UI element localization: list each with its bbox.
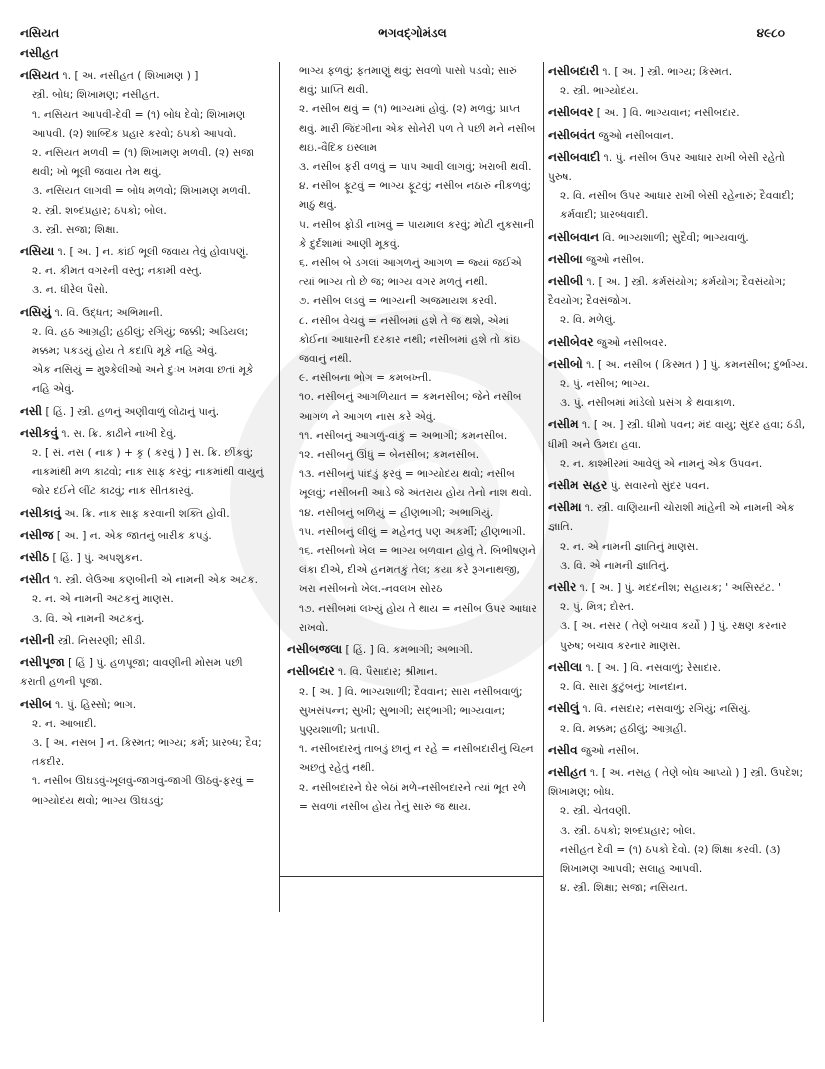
dictionary-entry [20,424,268,502]
headword: નસીઠ [20,550,50,565]
definition-line [287,388,537,426]
definition-line [548,578,810,598]
definition-text: ૧. [ અ. ] સ્ત્રી. કર્મસંયોગ; કર્મયોગ; દૈવસંયોગ; દૈવયોગ; દૈવસંજોગ. [548,276,786,308]
definition-line [287,523,537,542]
definition-text: ૨. સ્ત્રી. શબ્દપ્રહાર; ઠપકો; બોલ. [32,204,167,217]
page-header [0,26,825,46]
dictionary-entry [548,355,810,414]
definition-text: ૩. [ અ. નસબ ] ન. કિસ્મત; ભાગ્ય; કર્મ; પ્રારબ્ધ; દૈવ; તકદીર. [32,736,262,769]
definition-line [548,658,810,678]
definition-line [287,254,537,292]
definition-text: ૨. [ અ. ] વિ. ભાગ્યશાળી; દૈવવાન; સારા નસીબવાળું; સુખસંપન્ન; સુખી; સુભાગી; સદ્ભાગી; ભાગ્યવાન; પુણ્યશાળી; પ્રતાપી. [299,685,523,736]
definition-text: [ અ. ] વિ. ભાગ્યવાન; નસીબદાર. [596,107,740,120]
headword: નસીબો [548,356,583,371]
dictionary-entry [20,504,268,524]
definition-line [548,763,810,802]
definition-line [20,715,268,734]
definition-text: ૧૬. નસીબનો ખેલ = ભાગ્ય બળવાન હોવું તે. બિભીષણને લંકા દીએ, દીએ હનમતકું તેલ; કયા કરે રૂગનાથજી, ખરા નસીબનો ખેલ.-નવલખ સોરઠ [299,545,536,596]
headword: નસીપૂજા [20,655,65,670]
definition-text: ૨. વિ. મક્કમ; હઠીલું; આગ્રહી. [560,722,687,735]
definition-line [20,242,268,262]
definition-text: ૩. સ્ત્રી. સજા; શિક્ષા. [32,223,119,236]
definition-line [548,375,810,394]
definition-line [548,82,810,101]
definition-text: ૪. સ્ત્રી. શિક્ષા; સજા; નસિયત. [560,882,688,895]
definition-line [20,262,268,281]
definition-text: ૧૨. નસીબનું ઊંધું = બેનસીબ; કમનસીબ. [299,449,480,462]
dictionary-entry [548,126,810,146]
definition-text: વિ. ભાગ્યશાળી; સુદૈવી; ભાગ્યવાળું. [602,231,749,244]
definition-text: ૧. વિ. ઉદ્ધત; અભિમાની. [54,306,163,319]
definition-text: ૧૦. નસીબનું આગળિયાત = કમનસીબ; જેને નસીબ આગળ ને આગળ નાસ કરે એવું. [299,391,522,423]
definition-line [20,303,268,323]
definition-text: ૨. વિ. હઠ આગ્રહી; હઠીલું; રગિયું; જક્કી; અડિયલ; મક્કમ; પકડયું હોય તે કદાપિ મૂકે નહિ એવું. [32,325,249,358]
definition-line [287,600,537,638]
definition-text: ૨. પું. નસીબ; ભાગ્ય. [560,378,650,391]
definition-text: ૧. વિ. નસદાર; નસવાળું; રગિયું; નસિયું. [582,703,751,716]
definition-line [548,126,810,146]
definition-line [20,281,268,300]
dictionary-entry [548,578,810,656]
dictionary-entry [548,333,810,353]
definition-line [20,444,268,502]
headword: નસી [20,403,43,418]
headword: નસીની [20,632,55,647]
definition-line [548,250,810,270]
headword: નસીલું [548,701,580,716]
headword: નસિયત [20,68,60,83]
definition-text: પું. સવારનો સુંદર પવન. [610,480,710,493]
definition-line [287,158,537,177]
definition-line [20,424,268,444]
definition-text: ૧. [ અ. નસીહત ( શિખામણ ) ] [62,70,199,83]
definition-line [548,272,810,311]
definition-text: ૨. વિ. નસીબ ઉપર આધાર રાખી બેસી રહેનારું; દૈવવાદી; કર્મવાદી; પ્રારબ્ધવાદી. [560,190,795,222]
definition-line [548,187,810,225]
definition-line [548,394,810,413]
definition-text: [ હિં. ] સ્ત્રી. હળનું અણીવાળું લોઢાનું પાનું. [45,405,220,418]
definition-line [20,66,268,86]
definition-line [287,62,537,100]
dictionary-entry [548,250,810,270]
definition-text: ૧. સ. ક્રિ. કાઢીને નાખી દેવું. [61,427,177,440]
dictionary-entry [20,631,268,651]
dictionary-entry [20,402,268,422]
definition-text: ૩. વિ. એ નામની અટકનું. [32,612,145,625]
definition-text: [ હિં. ] પું. અપશુકન. [52,552,143,565]
definition-line [287,683,537,741]
definition-line [20,402,268,422]
definition-text: ૩. ન. ધીરેલ પૈસો. [32,284,109,297]
column-middle [287,62,537,819]
definition-line [20,570,268,590]
definition-line [548,476,810,496]
definition-text: જુઓ નસીબ. [586,253,645,266]
headword: નસીબદાર [287,664,335,679]
dictionary-entry [548,272,810,331]
definition-text: ૨. નસીબદારને ઘેર બેઠાં મળે-નસીબદારને ત્યાં ભૂત રળે = સવળાં નસીબ હોય તેનું સારું જ થાય. [299,781,527,813]
definition-text: ૨. પું. મિત્ર; દોસ્ત. [560,601,635,614]
definition-line [287,465,537,503]
definition-line [548,822,810,841]
definition-line [20,548,268,568]
definition-line [548,678,810,697]
definition-line [287,542,537,600]
definition-text: [ અ. ] ન. એક જાતનું બારીક કપડું. [56,529,212,542]
dictionary-entry [287,662,537,817]
dictionary-entry [20,653,268,692]
definition-line [20,202,268,221]
definition-text: ૧૪. નસીબનું બળિયું = હીણભાગી; અભાગિયું. [299,506,494,519]
section-divider [279,876,543,877]
definition-text: નસીહત દેવી = (૧) ઠપકો દેવો. (૨) શિક્ષા કરવી. (૩) શિખામણ આપવી; સલાહ આપવી. [560,843,781,875]
definition-text: સ્ત્રી. નિસરણી; સીડી. [57,634,146,647]
dictionary-entry [548,699,810,738]
definition-text: ૧. નસીબદારનું તાબડું છાનું ન રહે = નસીબદારીનું ચિહ્ન અછતું રહેતું નથી. [299,743,534,775]
headword: નસીબેવર [548,334,594,349]
definition-text: ૭. નસીબ લડવું = ભાગ્યની અજમાયશ કરવી. [299,295,498,308]
definition-text: ૧. [ અ. ] પું. મદદનીશ; સહાયક; ' અસિસ્ટંટ. ' [579,582,781,595]
headword: નસીબજલા [287,642,343,657]
dictionary-entry [20,303,268,400]
definition-text: ૧. [ અ. ] ન. કાંઈ ભૂલી જવાય તેવું હોવાપણું. [57,246,249,259]
definition-line [20,695,268,715]
definition-text: ૨. ન. કીમત વગરની વસ્તુ; નકામી વસ્તુ. [32,265,202,278]
definition-line [20,504,268,524]
headword: નસીકવું [20,425,59,440]
definition-line [548,228,810,248]
definition-line [287,640,537,660]
definition-line [20,631,268,651]
column-divider [279,62,280,912]
definition-text: ૧૫. નસીબનું લીલું = મહેનતુ પણ અકર્મી; હીણભાગી. [299,525,526,538]
definition-text: ૩. [ અ. નસર ( તેણે બચાવ કર્યો ) ] પું. રક્ષણ કરનાર પુરુષ; બચાવ કરનાર માણસ. [560,620,787,652]
definition-text: ૧. નસીબ ઊઘડવું-ખૂલવું-જાગવું-જાગી ઊઠવું-ફરવું = ભાગ્યોદય થવો; ભાગ્ય ઊઘડવું; [32,775,255,807]
definition-text: ૫. નસીબ ફોડી નાખવું = પાયમાલ કરવું; મોટી નુકસાની કે દુર્દશામાં આણી મૂકવું. [299,218,535,250]
dictionary-entry [548,62,810,101]
definition-text: ૨. [ સં. નસ ( નાક ) + કૃ ( કરવું ) ] સ. ક્રિ. છીંકવું; નાકમાંથી મળ કાઢવો; નાક સાફ કરવું; નાકમાંથી વાયુનું જોર દઈને લીંટ કાઢવું; નાક સીતકારવું. [32,447,264,498]
definition-line [287,446,537,465]
dictionary-entry [20,695,268,811]
headword: નસીવ [548,742,578,757]
definition-line [20,221,268,240]
headword: નસીબ [20,696,52,711]
definition-text: [ હિં ] પું. હળપૂજા; વાવણીની મોસમ પછી કરાતી હળની પૂજા. [20,657,243,689]
definition-line [20,144,268,182]
definition-line [287,292,537,311]
headword: નસીકાવું [20,505,61,520]
headword: નસિયા [20,244,55,259]
definition-line [548,879,810,898]
page-number: ૪૯૮૦ [756,26,785,40]
definition-text: અ. ક્રિ. નાક સાફ કરવાની શક્તિ હોવી. [64,507,230,520]
definition-line [20,653,268,692]
definition-text: ૩. નસિયત લાગવી = બોધ મળવો; શિખામણ મળવી. [32,185,251,198]
definition-line [20,361,268,399]
headword: નસીહત [20,46,59,60]
definition-line [548,498,810,537]
definition-line [20,526,268,546]
headword: નસીમ [548,417,579,432]
definition-text: જુઓ નસીબવાન. [598,129,674,142]
definition-text: ૧. [ અ. ] વિ. નસવાળું; રેસાદાર. [585,661,721,674]
headword: નસીલા [548,659,583,674]
definition-text: ૧૭. નસીબમાં લખ્યું હોય તે થાય = નસીબ ઉપર આધાર રાખવો. [299,602,537,634]
definition-line [548,699,810,719]
definition-line [548,415,810,454]
definition-text: ૧. નસિયત આપવી-દેવી = (૧) બોધ દેવો; શિખામણ આપવી. (૨) શાબ્દિક પ્રહાર કરવો; ઠપકો આપવો. [32,108,246,140]
definition-text: ૩. વિ. એ નામની જ્ઞાતિનું. [560,559,670,572]
definition-line [548,333,810,353]
definition-text: ૩. સ્ત્રી. ઠપકો; શબ્દપ્રહાર; બોલ. [560,824,696,837]
definition-line [548,148,810,187]
headword: નસીબવંત [548,127,596,142]
definition-line [287,216,537,254]
definition-text: ૨. નસિયત મળવી = (૧) શિખામણ મળવી. (૨) સજા થવી; ખો ભૂલી જવાય તેમ થવું. [32,147,255,179]
definition-text: ૧૩. નસીબનું પાંદડું ફરવું = ભાગ્યોદય થવો; નસીબ ખૂલવું; નસીબની આડે જે અંતરાય હોય તેનો નાશ થવો. [299,468,532,500]
dictionary-entry [548,658,810,697]
definition-text: ૩. નસીબ ફરી વળવું = પાપ આવી લાગવું; ખરાબી થવી. [299,161,532,174]
definition-text: ૧૧. નસીબનું આગળું-વાંકું = અભાગી; કમનસીબ. [299,429,508,442]
dictionary-entry [20,526,268,546]
definition-text: ૯. નસીબના ભોગ = કમબખ્તી. [299,372,432,385]
definition-line [548,311,810,330]
headword: નસીજ [20,527,54,542]
definition-line [287,662,537,682]
headword: નસીર [548,580,577,595]
definition-text: ૨. ન. એ નામની જ્ઞાતિનું માણસ. [560,540,699,553]
definition-line [20,323,268,361]
definition-text: ૧. સ્ત્રી. વાણિયાની ચોરાશી માંહેની એ નામની એક જ્ઞાતિ. [548,502,795,534]
headword: નસીબવાન [548,229,600,244]
dictionary-entry [20,548,268,568]
definition-line [20,734,268,772]
headword: નસીબા [548,251,583,266]
definition-line [287,177,537,215]
definition-line [287,427,537,446]
dictionary-entry [548,741,810,761]
dictionary-entry [548,476,810,496]
headword: નસીત [20,572,51,587]
definition-line [548,62,810,82]
definition-line [287,504,537,523]
definition-text: ૧. સ્ત્રી. લેઉઆ કણબીની એ નામની એક અટક. [53,574,258,587]
column-right [548,62,810,900]
column-divider [543,62,544,1022]
definition-text: ૨. સ્ત્રી. ભાગ્યોદય. [560,85,639,98]
definition-text: જુઓ નસીબ. [580,744,640,757]
definition-text: ૧. પું. હિસ્સો; ભાગ. [55,698,137,711]
headword: નસીબવર [548,105,594,120]
definition-line [20,772,268,810]
definition-text: ભાગ્ય ફળવું; ફતમાણું થવું; સવળો પાસો પડવો; સારું થવું; પ્રાપ્તિ થવી. [299,65,517,97]
definition-text: ૧. [ અ. નસહ ( તેણે બોધ આપ્યો ) ] સ્ત્રી. ઉપદેશ; શિખામણ; બોધ. [548,766,804,799]
headword: નસીમ સહર [548,478,608,493]
definition-text: [ હિં. ] વિ. કમભાગી; અભાગી. [345,644,473,657]
dictionary-entry [20,242,268,301]
definition-text: ૧. પું. નસીબ ઉપર આધાર રાખી બેસી રહેતો પુરુષ. [548,151,785,184]
definition-text: ૨. નસીબ થવું = (૧) ભાગ્યમાં હોવું. (૨) મળવું; પ્રાપ્ત થવું. મારી જિંદગીના એક સોનેરી પળ તે પછી મને નસીબ થઇ.-વૈદિક ઇસ્લામ [299,103,536,154]
definition-text: ૬. નસીબ બે ડગલાં આગળનું આગળ = જ્યાં જઈએ ત્યાં ભાગ્ય તો છે જ; ભાગ્ય વગર મળતું નથી. [299,257,522,289]
headword: નસીહત [548,764,587,779]
definition-line [287,779,537,817]
headword: નસીબવાદી [548,149,601,164]
dictionary-entry [20,44,268,64]
definition-line [548,557,810,576]
dictionary-entry [548,415,810,474]
headword: નસીબદારી [548,64,600,78]
column-left [20,44,268,813]
definition-line [548,741,810,761]
definition-line [548,720,810,739]
definition-text: ૩. પું. નસીબમાં માંડેલો પ્રસંગ કે થવાકાળ. [560,397,736,410]
guideword: નસિયત [20,26,60,40]
definition-text: ૨. ન. આબાદી. [32,717,97,730]
definition-line [287,100,537,158]
definition-line [287,369,537,388]
definition-line [548,598,810,617]
definition-text: ૧. [ અ. ] સ્ત્રી. ધીમો પવન; મંદ વાયુ; સુંદર હવા; ઠંડી, ધીમી અને ઉમદા હવા. [548,419,806,451]
dictionary-entry [548,763,810,898]
headword: નસીમા [548,500,582,515]
definition-line [548,455,810,474]
definition-text: ૧. [ અ. ] સ્ત્રી. ભાગ્ય; કિસ્મત. [602,66,733,78]
definition-text: ૨. ન. કાશ્મીરમાં આવેલું એ નામનું એક ઉપવન. [560,457,763,470]
definition-text: ૨. વિ. સારા કુટુંબનું; ખાનદાન. [560,681,688,694]
dictionary-entry [548,148,810,226]
dictionary-entry [287,62,537,638]
definition-line [20,106,268,144]
definition-text: ૧. [ અ. નસીબ ( કિસ્મત ) ] પું. કમનસીબ; દુર્ભાગ્ય. [586,358,808,371]
definition-text: એક નસિયું = મુશ્કેલીઓ અને દુઃખ ખમવા છતાં મૂકે નહિ એવું. [32,364,254,396]
definition-line [20,610,268,629]
dictionary-title: ભગવદ્ગોમંડલ [378,26,447,40]
definition-text: ૨. ન. એ નામની અટકનું માણસ. [32,593,174,606]
headword: નસીબી [548,274,584,289]
definition-line [548,802,810,821]
definition-line [20,86,268,105]
dictionary-entry [548,228,810,248]
definition-text: ૨. વિ. મળેલું. [560,314,616,327]
dictionary-entry [20,66,268,240]
definition-line [548,538,810,557]
definition-text: ૪. નસીબ ફૂટવું = ભાગ્ય ફૂટવું; નસીબ નઠારું નીકળવું; માઠું થવું. [299,180,532,212]
dictionary-entry [548,498,810,576]
headword: નસિયું [20,304,52,319]
definition-text: જુઓ નસીબવર. [596,336,668,349]
dictionary-entry [548,103,810,123]
definition-line [20,590,268,609]
definition-line [548,103,810,123]
dictionary-entry [287,640,537,660]
definition-line [548,355,810,375]
dictionary-entry [20,570,268,629]
definition-line [287,312,537,370]
definition-line [548,841,810,879]
definition-line [20,182,268,201]
definition-line [287,740,537,778]
definition-text: ૮. નસીબ વેચવું = નસીબમાં હશે તે જ થશે, એમાં કોઈના આધારની દરકાર નથી; નસીબમાં હશે તો કાંઇ જવાનું નથી. [299,314,521,366]
definition-text: સ્ત્રી. બોધ; શિખામણ; નસીહત. [32,89,160,102]
definition-text: ૧. વિ. પૈસાદાર; શ્રીમાન. [337,666,438,679]
definition-text: ૨. સ્ત્રી. ચેતવણી. [560,805,631,818]
definition-line [548,617,810,655]
